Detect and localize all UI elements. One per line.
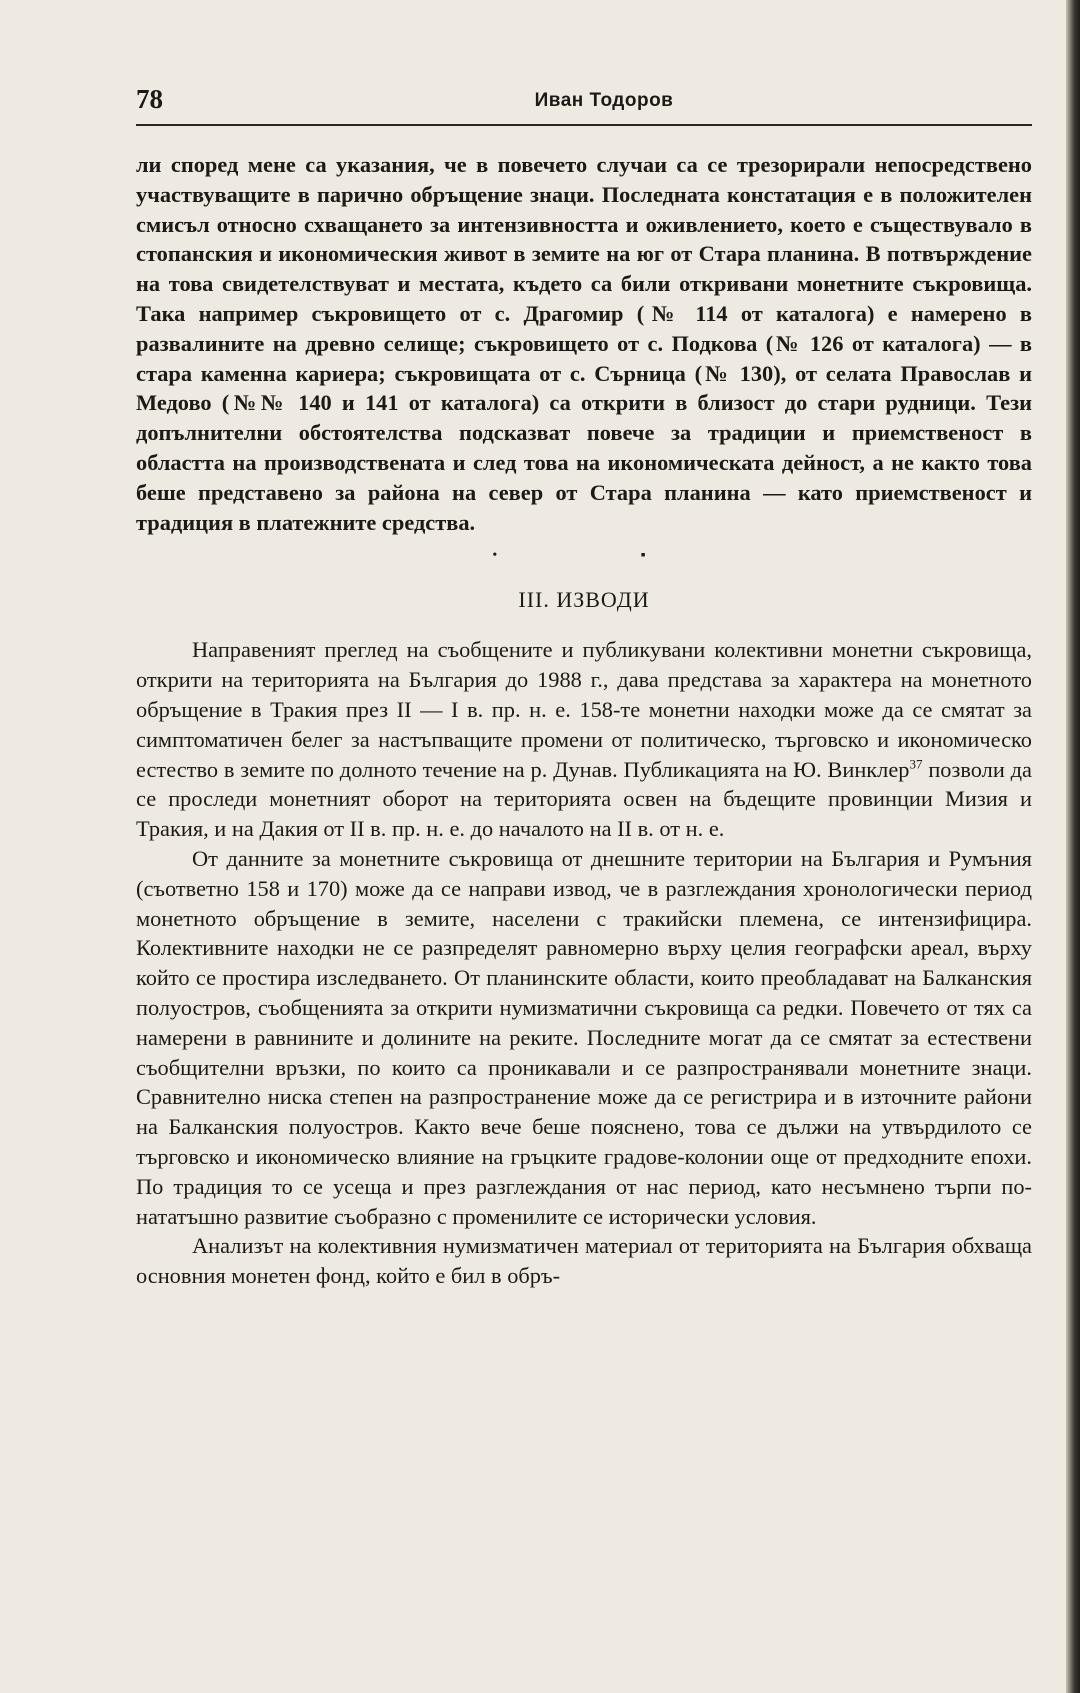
paragraph-3: От данните за монетните съкровища от днешните територии на България и Румъния (съответно 158 и 170) може да се направи извод, че в разглеждания хронологически период монетното обръщение в земите, населени с тракийски племена, се интензифицира. Колективните находки не се разпределят равномерно върху целия географски ареал, върху който се простира изследването. От планинските области, които преобладават на Балканския полуостров, съобщенията за открити нумизматични съкровища са редки. Повечето от тях са намерени в равнините и долините на реките. Последните могат да се смятат за естествени съобщителни връзки, по които са проникавали и се разпространявали монетните знаци. Сравнително ниска степен на разпространение може да се регистрира и в източните райони на Балканския полуостров. Както вече беше пояснено, това се дължи на утвърдилото се търговско и икономическо влияние на гръцките градове-колонии още от предходните епохи. По традиция то се усеща и през разглеждания от нас период, като несъмнено търпи по-нататъшно развитие съобразно с променилите се исторически условия. [136, 845, 1032, 1229]
section-title: III. ИЗВОДИ [518, 587, 650, 613]
page-edge-shadow [1066, 0, 1080, 1693]
running-head-author: Иван Тодоров [534, 90, 674, 111]
paragraph-1: ли според мене са указания, че в повечето случаи са се трезорирали непосредствено участвуващите в парично обръщение знаци. Последната констатация е в положителен смисъл относно схващането за интензивността и оживлението, което е съществувало в стопанския и икономическия живот в земите на юг от Стара планина. В потвърждение на това свидетелствуват и местата, където са били откривани монетните съкровища. Така например съкровището от с. Драгомир (№ 114 от каталога) е намерено в развалините на древно селище; съкровището от с. Подкова (№ 126 от каталога) — в стара каменна кариера; съкровищата от с. Сърница (№ 130), от селата Православ и Медово (№№ 140 и 141 от каталога) са открити в близост до стари рудници. Тези допълнителни обстоятелства подсказват повече за традиции и приемственост в областта на производствената и след това на икономическата дейност, а не както това беше представено за района на север от Стара планина — като приемственост и традиция в платежните средства. [136, 152, 1032, 535]
paragraph-2 [136, 635, 1032, 844]
page-number: 78 [136, 84, 163, 114]
page-header [136, 84, 1032, 126]
paragraph-4: Анализът на колективния нумизматичен материал от територията на България обхваща основния монетен фонд, който е бил в обръ- [136, 1233, 1032, 1289]
section-ornament: • ▪ [492, 548, 716, 564]
body-text [136, 150, 1032, 1291]
footnote-reference: 37 [909, 756, 923, 772]
paragraph-2-text-b: позволи да се проследи монетният оборот на територията освен на бъдещите провинции Мизия и Тракия, и на Дакия от II в. пр. н. е. до началото на II в. от н. е. [136, 756, 1032, 842]
paragraph-2-text-a: Направеният преглед на съобщените и публикувани колективни монетни съкровища, открити на територията на България до 1988 г., дава представа за характера на монетното обръщение в Тракия през II — I в. пр. н. е. 158-те монетни находки може да се смятат за симптоматичен белег за настъпващите промени от политическо, търговско и икономическо естество в земите по долното течение на р. Дунав. Публикацията на Ю. Винклер [136, 637, 1032, 782]
